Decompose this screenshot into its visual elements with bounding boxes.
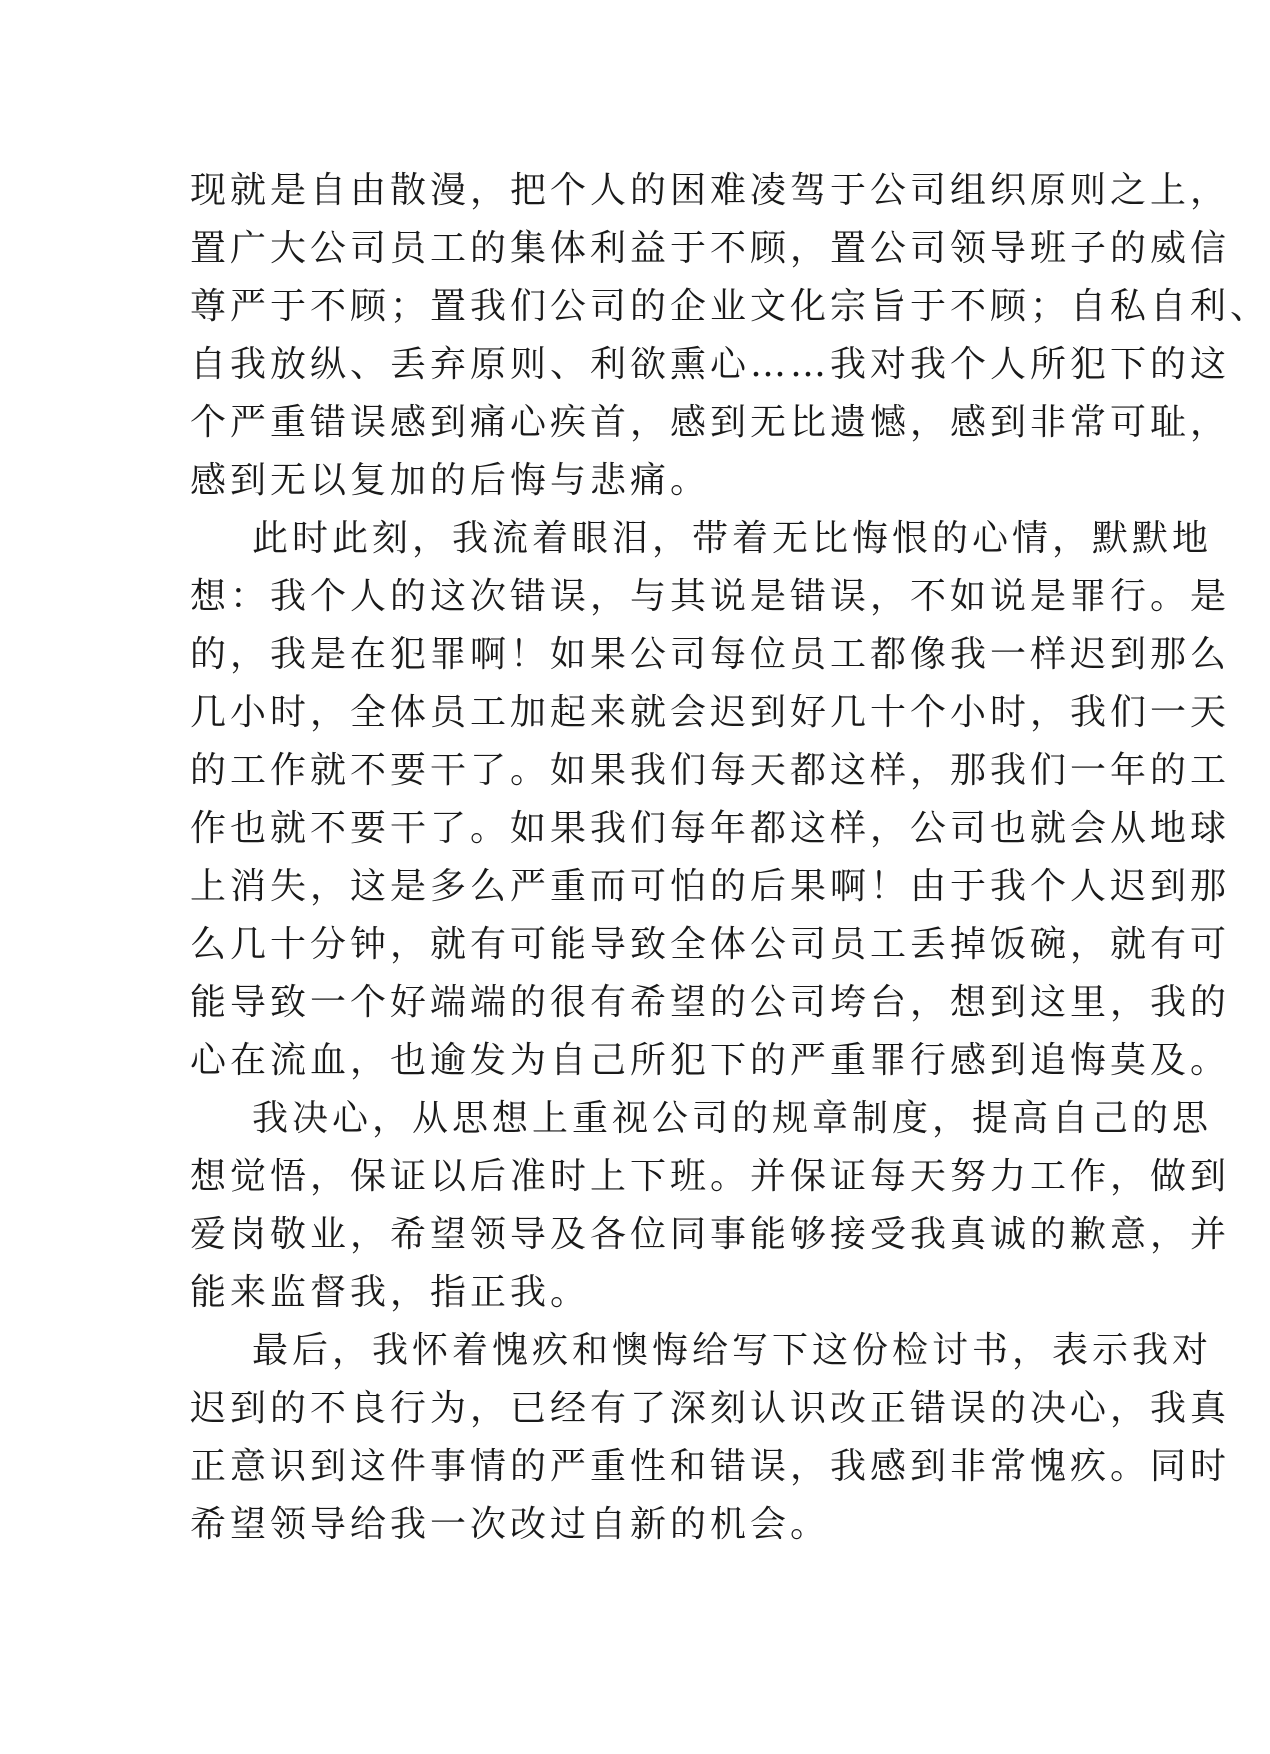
text-line: 置广大公司员工的集体利益于不顾，置公司领导班子的威信: [190, 228, 1231, 269]
text-line: 个严重错误感到痛心疾首，感到无比遗憾，感到非常可耻，: [190, 402, 1231, 443]
text-line: 此时此刻，我流着眼泪，带着无比悔恨的心情，默默地: [252, 518, 1213, 559]
text-line: 尊严于不顾；置我们公司的企业文化宗旨于不顾；自私自利、: [190, 286, 1270, 327]
text-line: 正意识到这件事情的严重性和错误，我感到非常愧疚。同时: [190, 1446, 1231, 1487]
text-line: 感到无以复加的后悔与悲痛。: [190, 460, 711, 501]
text-line: 心在流血，也逾发为自己所犯下的严重罪行感到追悔莫及。: [190, 1040, 1231, 1081]
text-line: 能来监督我，指正我。: [190, 1272, 591, 1313]
text-line: 的工作就不要干了。如果我们每天都这样，那我们一年的工: [190, 750, 1231, 791]
text-line: 作也就不要干了。如果我们每年都这样，公司也就会从地球: [190, 808, 1231, 849]
text-line: 我决心，从思想上重视公司的规章制度，提高自己的思: [252, 1098, 1213, 1139]
text-line: 希望领导给我一次改过自新的机会。: [190, 1504, 831, 1545]
text-line: 自我放纵、丢弃原则、利欲熏心……我对我个人所犯下的这: [190, 344, 1231, 385]
text-line: 爱岗敬业，希望领导及各位同事能够接受我真诚的歉意，并: [190, 1214, 1231, 1255]
text-line: 最后，我怀着愧疚和懊悔给写下这份检讨书，表示我对: [252, 1330, 1213, 1371]
text-line: 迟到的不良行为，已经有了深刻认识改正错误的决心，我真: [190, 1388, 1231, 1429]
text-line: 想：我个人的这次错误，与其说是错误，不如说是罪行。是: [190, 576, 1231, 617]
text-line: 几小时，全体员工加起来就会迟到好几十个小时，我们一天: [190, 692, 1231, 733]
text-line: 想觉悟，保证以后准时上下班。并保证每天努力工作，做到: [190, 1156, 1231, 1197]
text-line: 上消失，这是多么严重而可怕的后果啊！由于我个人迟到那: [190, 866, 1231, 907]
text-line: 能导致一个好端端的很有希望的公司垮台，想到这里，我的: [190, 982, 1231, 1023]
text-line: 的，我是在犯罪啊！如果公司每位员工都像我一样迟到那么: [190, 634, 1231, 675]
text-line: 现就是自由散漫，把个人的困难凌驾于公司组织原则之上，: [190, 170, 1231, 211]
document-body: [190, 162, 1270, 1554]
text-line: 么几十分钟，就有可能导致全体公司员工丢掉饭碗，就有可: [190, 924, 1231, 965]
